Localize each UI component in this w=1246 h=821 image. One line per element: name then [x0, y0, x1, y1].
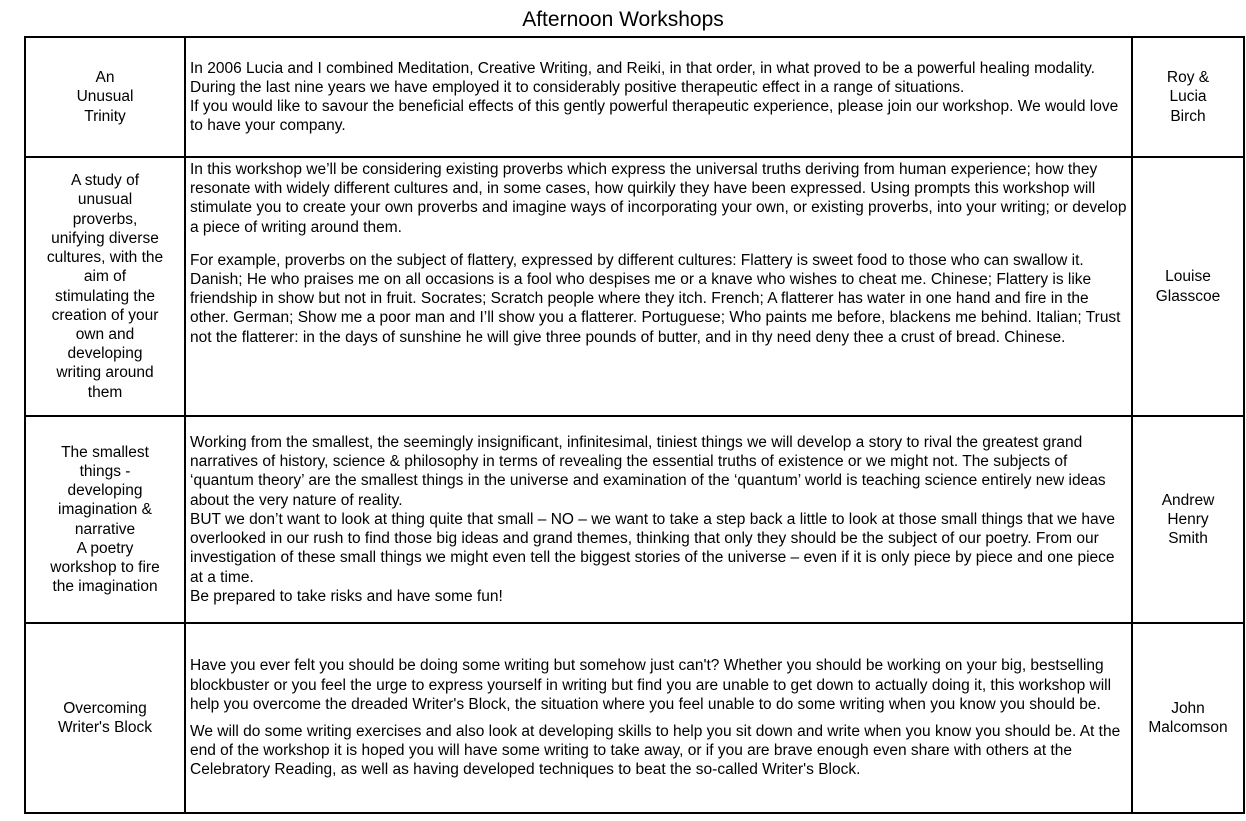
workshop-title-cell	[25, 623, 185, 813]
workshop-description-cell	[185, 416, 1132, 623]
table-row	[25, 416, 1244, 623]
workshops-table	[24, 36, 1245, 814]
workshop-title-line: Trinity	[84, 107, 126, 125]
workshop-title-line: them	[87, 383, 123, 401]
workshop-title-line: writing around	[56, 364, 154, 382]
workshop-title-line: developing	[67, 345, 143, 363]
paragraph-gap	[190, 714, 1127, 722]
workshop-title-line: own and	[75, 325, 135, 343]
workshop-title-line: A study of	[70, 172, 140, 190]
workshop-title-line: An	[95, 69, 115, 87]
workshop-description-paragraph: For example, proverbs on the subject of flattery, expressed by different cultures: Flattery is sweet food to those who can swallow it. Danish; He who praises me on all occasions is a fool who despises me or a knave who wishes to cheat me. Chinese; Flattery is like friendship in show but not in fruit. Socrates; Scratch people where they itch. French; A flatterer has water in one hand and fire in the other. German; Show me a poor man and I’ll show you a flatterer. Portuguese; Who paints me before, blackens me behind. Italian; Trust not the flatterer: in the days of sunshine he will give three pounds of butter, and in thy need deny thee a crust of bread. Chinese.	[190, 251, 1121, 346]
workshop-description-paragraph: In 2006 Lucia and I combined Meditation, Creative Writing, and Reiki, in that order, in what proved to be a powerful healing modality. During the last nine years we have employed it to considerably positive therapeutic effect in a range of situations.	[190, 59, 1095, 96]
workshop-title-cell	[25, 37, 185, 157]
workshop-title-line: things -	[79, 462, 131, 480]
workshop-description-paragraph: Be prepared to take risks and have some fun!	[190, 587, 503, 605]
workshop-title-cell	[25, 157, 185, 416]
workshop-description-paragraph: Working from the smallest, the seemingly insignificant, infinitesimal, tiniest things we will develop a story to rival the greatest grand narratives of history, science & philosophy in terms of revealing the essential truths of existence or we might not. The subjects of ‘quantum theory’ are the smallest things in the universe and examination of the ‘quantum’ world is teaching science entirely new ideas about the very nature of reality.	[190, 434, 1106, 509]
workshop-title-line: stimulating the	[55, 287, 155, 305]
workshop-title-line: workshop to fire	[50, 558, 160, 576]
presenter-name-line: Roy &	[1166, 69, 1210, 87]
presenter-name-line: Smith	[1168, 530, 1208, 548]
workshop-title-line: Overcoming	[63, 699, 147, 717]
workshop-description-paragraph: We will do some writing exercises and also look at developing skills to help you sit down and write when you know you should be. At the end of the workshop it is hoped you will have some writing to take away, or if you are brave enough even share with others at the Celebratory Reading, as well as having developed techniques to beat the so-called Writer's Block.	[190, 723, 1121, 779]
workshop-description-paragraph: BUT we don’t want to look at thing quite that small – NO – we want to take a step back a little to look at those small things that we have overlooked in our rush to find those big ideas and grand themes, thinking that only they should be the subject of our poetry. From our investigation of these small things we might even tell the biggest stories of the universe – even if it is only piece by piece and one piece at a time.	[190, 510, 1116, 586]
workshop-title-line: proverbs,	[72, 210, 138, 228]
presenter-name-line: Andrew	[1161, 491, 1215, 509]
presenter-cell	[1132, 157, 1244, 416]
workshop-title-cell	[25, 416, 185, 623]
presenter-name-line: Louise	[1165, 268, 1211, 286]
presenter-cell	[1132, 416, 1244, 623]
presenter-name-line: Lucia	[1169, 88, 1207, 106]
workshop-title-line: aim of	[83, 268, 127, 286]
workshop-title-line: the imagination	[52, 578, 158, 596]
workshop-title-line: The smallest	[61, 443, 149, 461]
presenter-name-line: Birch	[1170, 107, 1206, 125]
table-row	[25, 157, 1244, 416]
workshop-title-line: cultures, with the	[46, 249, 164, 267]
workshop-description-paragraph: If you would like to savour the beneficial effects of this gently powerful therapeutic experience, please join our workshop. We would love to have your company.	[190, 98, 1119, 135]
presenter-cell	[1132, 623, 1244, 813]
workshop-title-line: unifying diverse	[51, 229, 159, 247]
presenter-name-line: Glasscoe	[1155, 287, 1221, 305]
workshop-description-paragraph: Have you ever felt you should be doing some writing but somehow just can't? Whether you should be working on your big, bestselling blockbuster or you feel the urge to express yourself in writing but find you are unable to get down to actually doing it, this workshop will help you overcome the dreaded Writer's Block, the situation where you feel unable to do some writing when you know you should be.	[190, 657, 1112, 713]
presenter-name-line: Henry	[1167, 510, 1209, 528]
workshop-title-line: Unusual	[76, 88, 134, 106]
paragraph-gap	[190, 237, 1127, 251]
workshop-title-line: developing	[67, 482, 143, 500]
table-row	[25, 623, 1244, 813]
table-row	[25, 37, 1244, 157]
presenter-name-line: Malcomson	[1148, 719, 1228, 736]
workshop-title-line: A poetry	[76, 539, 134, 557]
workshop-title-line: Writer's Block	[58, 719, 152, 736]
workshop-title-line: narrative	[74, 520, 136, 538]
workshop-description-cell	[185, 37, 1132, 157]
workshop-title-line: unusual	[77, 191, 133, 209]
page-title: Afternoon Workshops	[522, 8, 724, 31]
workshop-title-line: imagination &	[58, 501, 152, 519]
workshop-description-cell	[185, 623, 1132, 813]
presenter-name-line: John	[1171, 699, 1205, 717]
presenter-cell	[1132, 37, 1244, 157]
workshop-description-cell	[185, 157, 1132, 416]
workshop-description-paragraph: In this workshop we’ll be considering existing proverbs which express the universal truths deriving from human experience; how they resonate with widely different cultures and, in some cases, how quirkily they have been expressed. Using prompts this workshop will stimulate you to create your own proverbs and imagine ways of incorporating your own, or existing proverbs, into your writing; or develop a piece of writing around them.	[190, 161, 1127, 236]
workshop-title-line: creation of your	[51, 306, 159, 324]
